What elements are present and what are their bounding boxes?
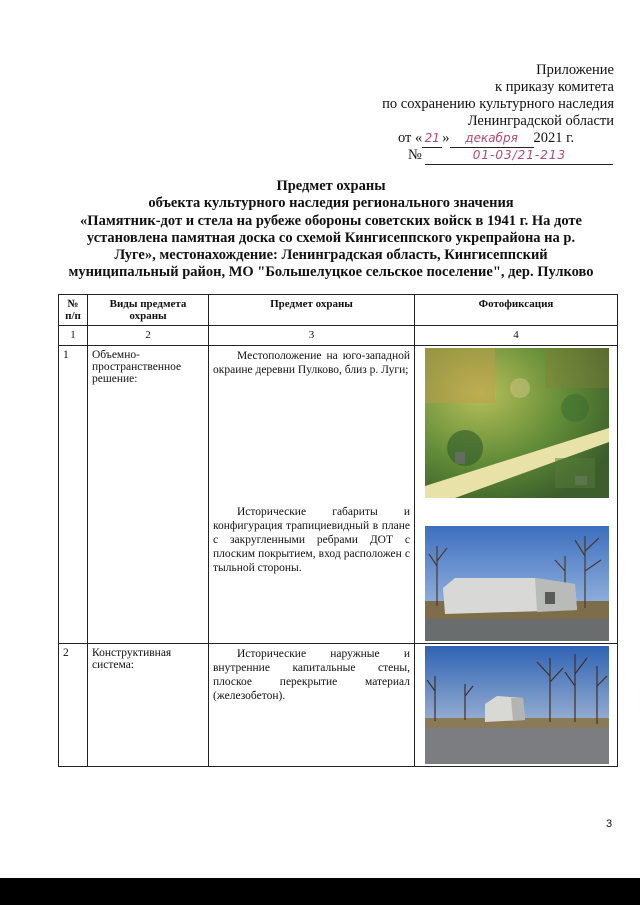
appendix-header — [382, 62, 614, 130]
row-photos — [415, 644, 618, 767]
bunker-roadside-photo — [425, 646, 609, 764]
column-number: 1 — [59, 326, 88, 346]
column-number-row — [59, 326, 618, 346]
order-number — [408, 147, 613, 165]
aerial-map-photo — [425, 348, 609, 498]
date-prefix: от « — [398, 130, 423, 146]
handwritten-day: 21 — [424, 131, 440, 145]
title-line: «Памятник-дот и стела на рубеже обороны советских войск в 1941 г. На доте — [80, 212, 582, 229]
title-line: муниципальный район, МО "Большелуцкое сельское поселение", дер. Пулково — [68, 264, 594, 281]
table-row — [59, 644, 618, 767]
appendix-line: Ленинградской области — [467, 113, 614, 129]
row-kind: Конструктивная система: — [88, 644, 209, 767]
header-subject: Предмет охраны — [209, 295, 415, 326]
row-number: 2 — [59, 644, 88, 767]
order-date — [398, 130, 574, 148]
row-subject — [209, 346, 415, 644]
handwritten-month: декабря — [465, 131, 518, 145]
appendix-line: Приложение — [536, 62, 614, 78]
handwritten-number: 01-03/21-213 — [472, 148, 567, 162]
date-mid: » — [442, 130, 450, 146]
appendix-line: к приказу комитета — [495, 79, 614, 95]
column-number: 3 — [209, 326, 415, 346]
row-photos — [415, 346, 618, 644]
column-number: 4 — [415, 326, 618, 346]
header-photo: Фотофиксация — [415, 295, 618, 326]
page-number: 3 — [606, 818, 613, 830]
scan-border — [0, 878, 640, 905]
title-line: Луге», местонахождение: Ленинградская область, Кингисеппский — [114, 247, 548, 264]
document-title — [40, 178, 622, 282]
bunker-photo — [425, 526, 609, 641]
appendix-line: по сохранению культурного наследия — [382, 96, 614, 112]
date-year: 2021 г. — [533, 130, 575, 146]
protection-subject-table — [58, 294, 618, 767]
title-line: установлена памятная доска со схемой Кингисеппского укрепрайона на р. — [86, 229, 576, 246]
column-number: 2 — [88, 326, 209, 346]
row-subject — [209, 644, 415, 767]
header-number: № п/п — [59, 295, 88, 326]
row-number: 1 — [59, 346, 88, 644]
header-kind: Виды предмета охраны — [88, 295, 209, 326]
subject-location: Местоположение на юго-западной окраине деревни Пулково, близ р. Луги; — [213, 350, 410, 376]
table-row — [59, 346, 618, 644]
subject-dimensions: Исторические габариты и конфигурация трапициевидный в плане с закругленными ребрами ДОТ с плоским покрытием, вход расположен с тыльной стороны. — [213, 506, 410, 574]
title-line: объекта культурного наследия регионального значения — [148, 195, 514, 212]
title-line: Предмет охраны — [276, 178, 386, 194]
row-kind: Объемно-пространственное решение: — [88, 346, 209, 644]
number-prefix: № — [408, 147, 422, 163]
subject-structure: Исторические наружные и внутренние капитальные стены, плоское перекрытие материал (железобетон). — [213, 648, 410, 702]
table-header-row — [59, 295, 618, 326]
